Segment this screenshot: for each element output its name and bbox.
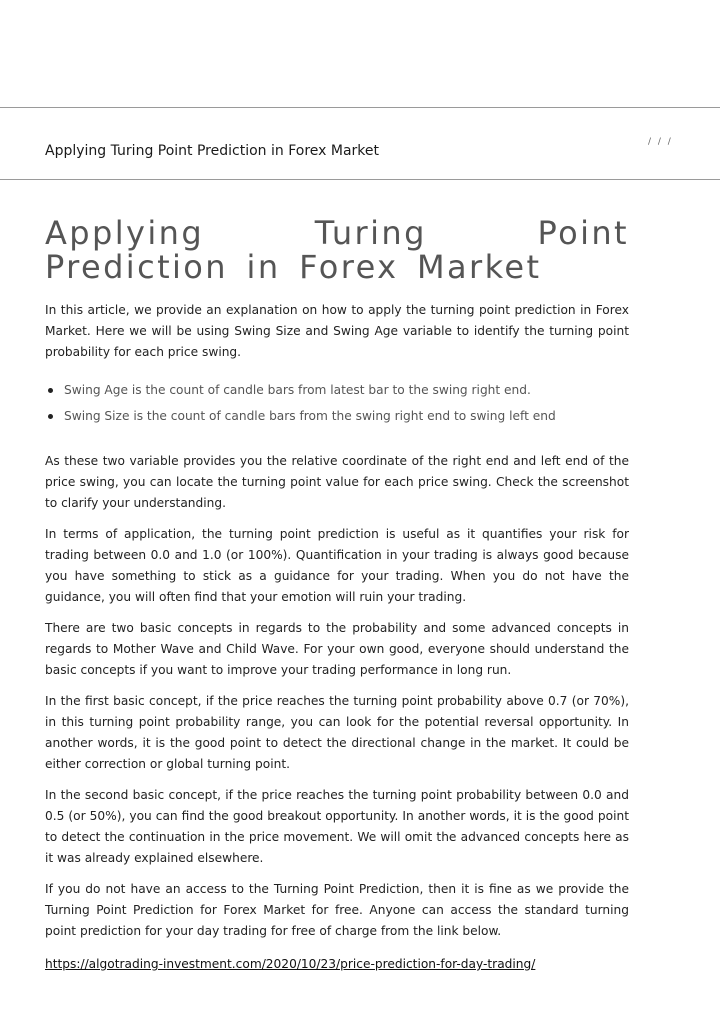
list-item [64,403,629,429]
article-body [45,216,629,975]
body-paragraph: In the first basic concept, if the price reaches the turning point probability above 0.7 (or 70%), in this turning point probability range, you can look for the potential reversal opportunity. In another words, it is the good point to detect the directional change in the market. It could be either correction or global turning point. [45,694,629,771]
intro-paragraph: In this article, we provide an explanation on how to apply the turning point prediction in Forex Market. Here we will be using Swing Size and Swing Age variable to identify the turning point probability for each price swing. [45,303,629,359]
bullet-dot-icon [48,388,53,393]
bullet-text: Swing Age is the count of candle bars from latest bar to the swing right end. [64,383,531,397]
header-top-rule [0,107,720,108]
body-paragraph: In terms of application, the turning point prediction is useful as it quantifies your risk for trading between 0.0 and 1.0 (or 100%). Quantification in your trading is always good because you have something to stick as a guidance for your trading. When you do not have the guidance, you will often find that your emotion will ruin your trading. [45,527,629,604]
body-paragraph: In the second basic concept, if the price reaches the turning point probability between 0.0 and 0.5 (or 50%), you can find the good breakout opportunity. In another words, it is the good point to detect the continuation in the price movement. We will omit the advanced concepts here as it was already explained elsewhere. [45,788,629,865]
bullet-list [45,377,629,429]
header-bottom-rule [0,179,720,180]
bullet-dot-icon [48,414,53,419]
article-title: Applying Turing Point Prediction in Forex Market [45,214,629,286]
header-title: Applying Turing Point Prediction in Forex Market [45,143,379,159]
header-decoration-mark: / / / [648,137,673,147]
list-item [64,377,629,403]
body-paragraph: As these two variable provides you the relative coordinate of the right end and left end of the price swing, you can locate the turning point value for each price swing. Check the screenshot to clarify your understanding. [45,454,629,510]
prediction-link[interactable]: https://algotrading-investment.com/2020/10/23/price-prediction-for-day-trading/ [45,957,536,971]
bullet-text: Swing Size is the count of candle bars from the swing right end to swing left end [64,409,556,423]
body-paragraph: There are two basic concepts in regards to the probability and some advanced concepts in regards to Mother Wave and Child Wave. For your own good, everyone should understand the basic concepts if you want to improve your trading performance in long run. [45,621,629,677]
body-paragraph: If you do not have an access to the Turning Point Prediction, then it is fine as we provide the Turning Point Prediction for Forex Market for free. Anyone can access the standard turning point prediction for your day trading for free of charge from the link below. [45,882,629,938]
